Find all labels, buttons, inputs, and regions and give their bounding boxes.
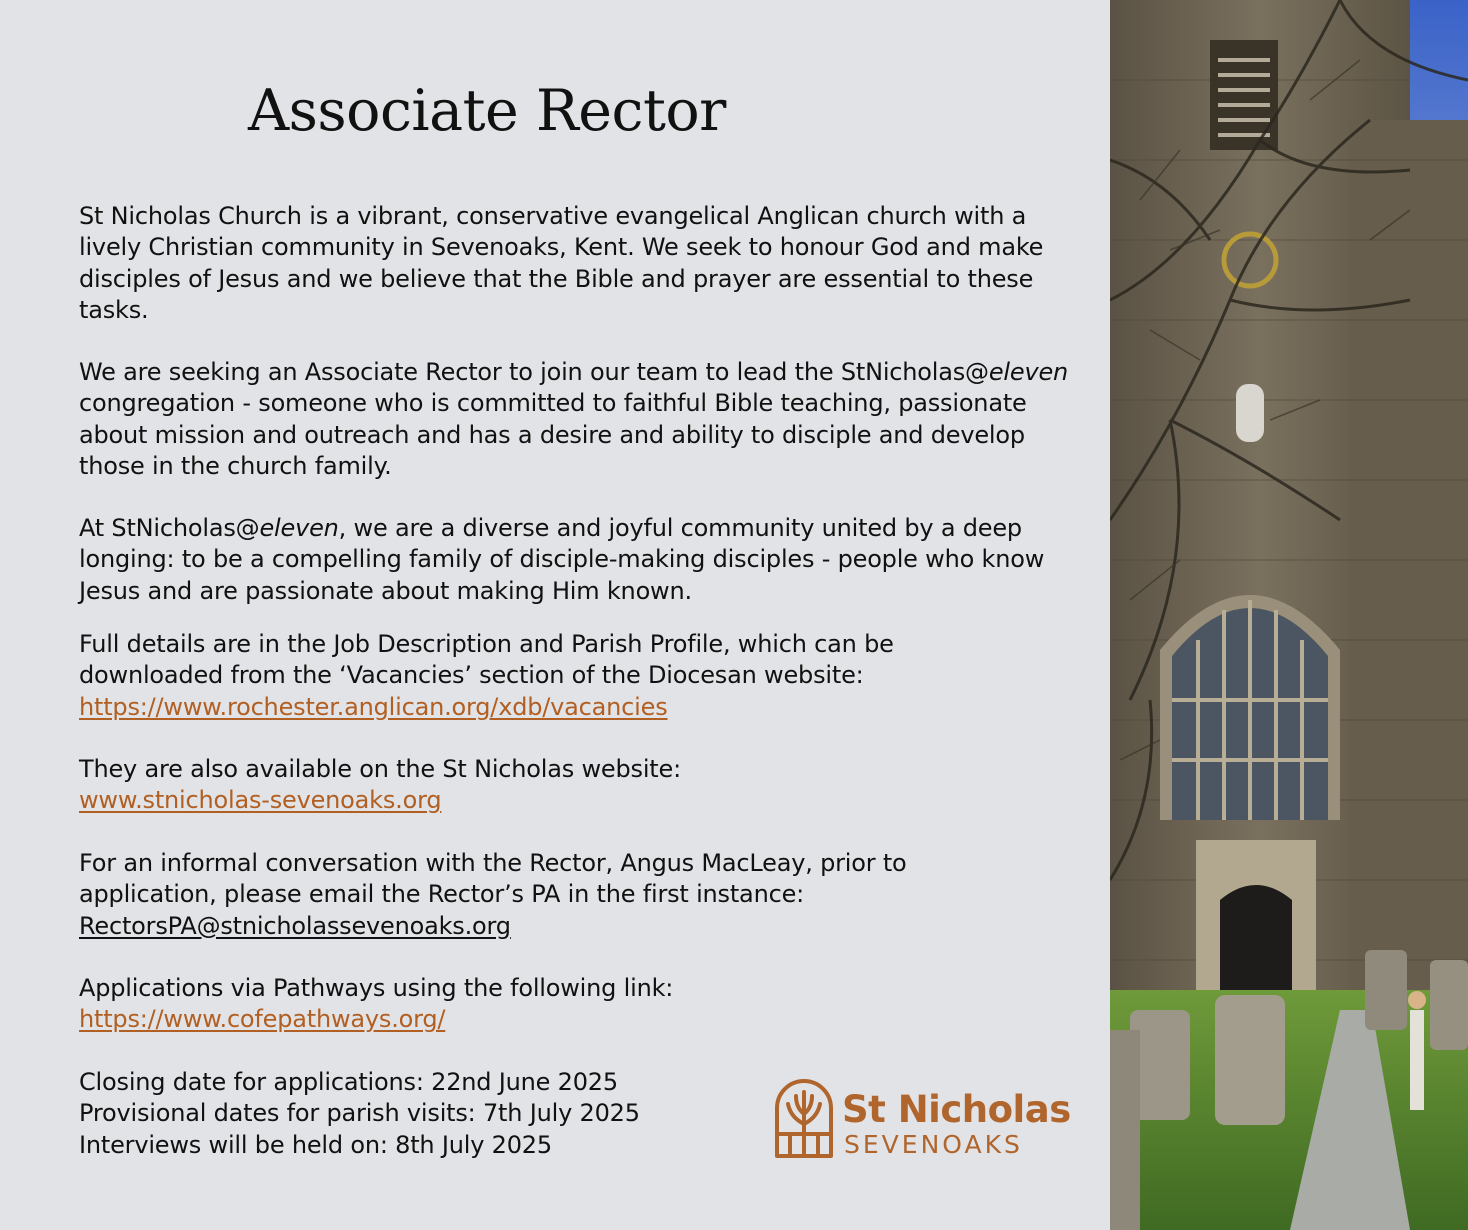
- diocesan-vacancies-link[interactable]: https://www.rochester.anglican.org/xdb/vacancies: [79, 692, 668, 721]
- page-title: Associate Rector: [248, 78, 726, 144]
- applications-text: Applications via Pathways using the following link:: [79, 974, 674, 1002]
- seeking-text-end: congregation - someone who is committed to faithful Bible teaching, passionate about mission and outreach and has a desire and ability to disciple and develop those in the church family.: [79, 389, 1027, 480]
- st-nicholas-website-link[interactable]: www.stnicholas-sevenoaks.org: [79, 786, 442, 815]
- st-nicholas-logo: [772, 1074, 1072, 1158]
- contact-paragraph: [79, 848, 1009, 942]
- seeking-paragraph: [79, 357, 1069, 482]
- pathways-link[interactable]: https://www.cofepathways.org/: [79, 1005, 446, 1034]
- applications-paragraph: [79, 973, 1089, 1036]
- community-paragraph: [79, 513, 1069, 607]
- community-text-end: , we are a diverse and joyful community united by a deep longing: to be a compelling family of disciple-making disciples - people who know Jesus and are passionate about making Him known.: [79, 514, 1045, 605]
- logo-name: St Nicholas: [842, 1088, 1071, 1131]
- website-text: They are also available on the St Nicholas website:: [79, 755, 681, 783]
- details-paragraph: [79, 629, 999, 723]
- intro-paragraph: St Nicholas Church is a vibrant, conservative evangelical Anglican church with a lively Christian community in Sevenoaks, Kent. We seek to honour God and make disciples of Jesus and we believe that the Bible and prayer are essential to these tasks.: [79, 202, 1044, 324]
- community-text-start: At StNicholas@: [79, 514, 260, 542]
- contact-text: For an informal conversation with the Rector, Angus MacLeay, prior to application, please email the Rector’s PA in the first instance:: [79, 849, 907, 909]
- rector-pa-email-link[interactable]: RectorsPA@stnicholassevenoaks.org: [79, 911, 511, 940]
- seeking-text-start: We are seeking an Associate Rector to join our team to lead the StNicholas@: [79, 358, 989, 386]
- church-photo-illustration: [1110, 0, 1468, 1230]
- details-text: Full details are in the Job Description and Parish Profile, which can be downloaded from the ‘Vacancies’ section of the Diocesan website:: [79, 630, 894, 690]
- website-paragraph: [79, 754, 1089, 817]
- church-tower-photo: [1110, 0, 1468, 1230]
- tree-in-window-icon: [772, 1074, 836, 1158]
- community-name-italic: eleven: [259, 514, 339, 542]
- closing-date: Closing date for applications: 22nd June 2025: [79, 1068, 618, 1096]
- dates-block: [79, 1067, 759, 1161]
- interview-date: Interviews will be held on: 8th July 2025: [79, 1130, 552, 1159]
- visit-dates: Provisional dates for parish visits: 7th July 2025: [79, 1099, 640, 1128]
- congregation-name-italic: eleven: [988, 358, 1069, 386]
- logo-town: SEVENOAKS: [844, 1130, 1023, 1159]
